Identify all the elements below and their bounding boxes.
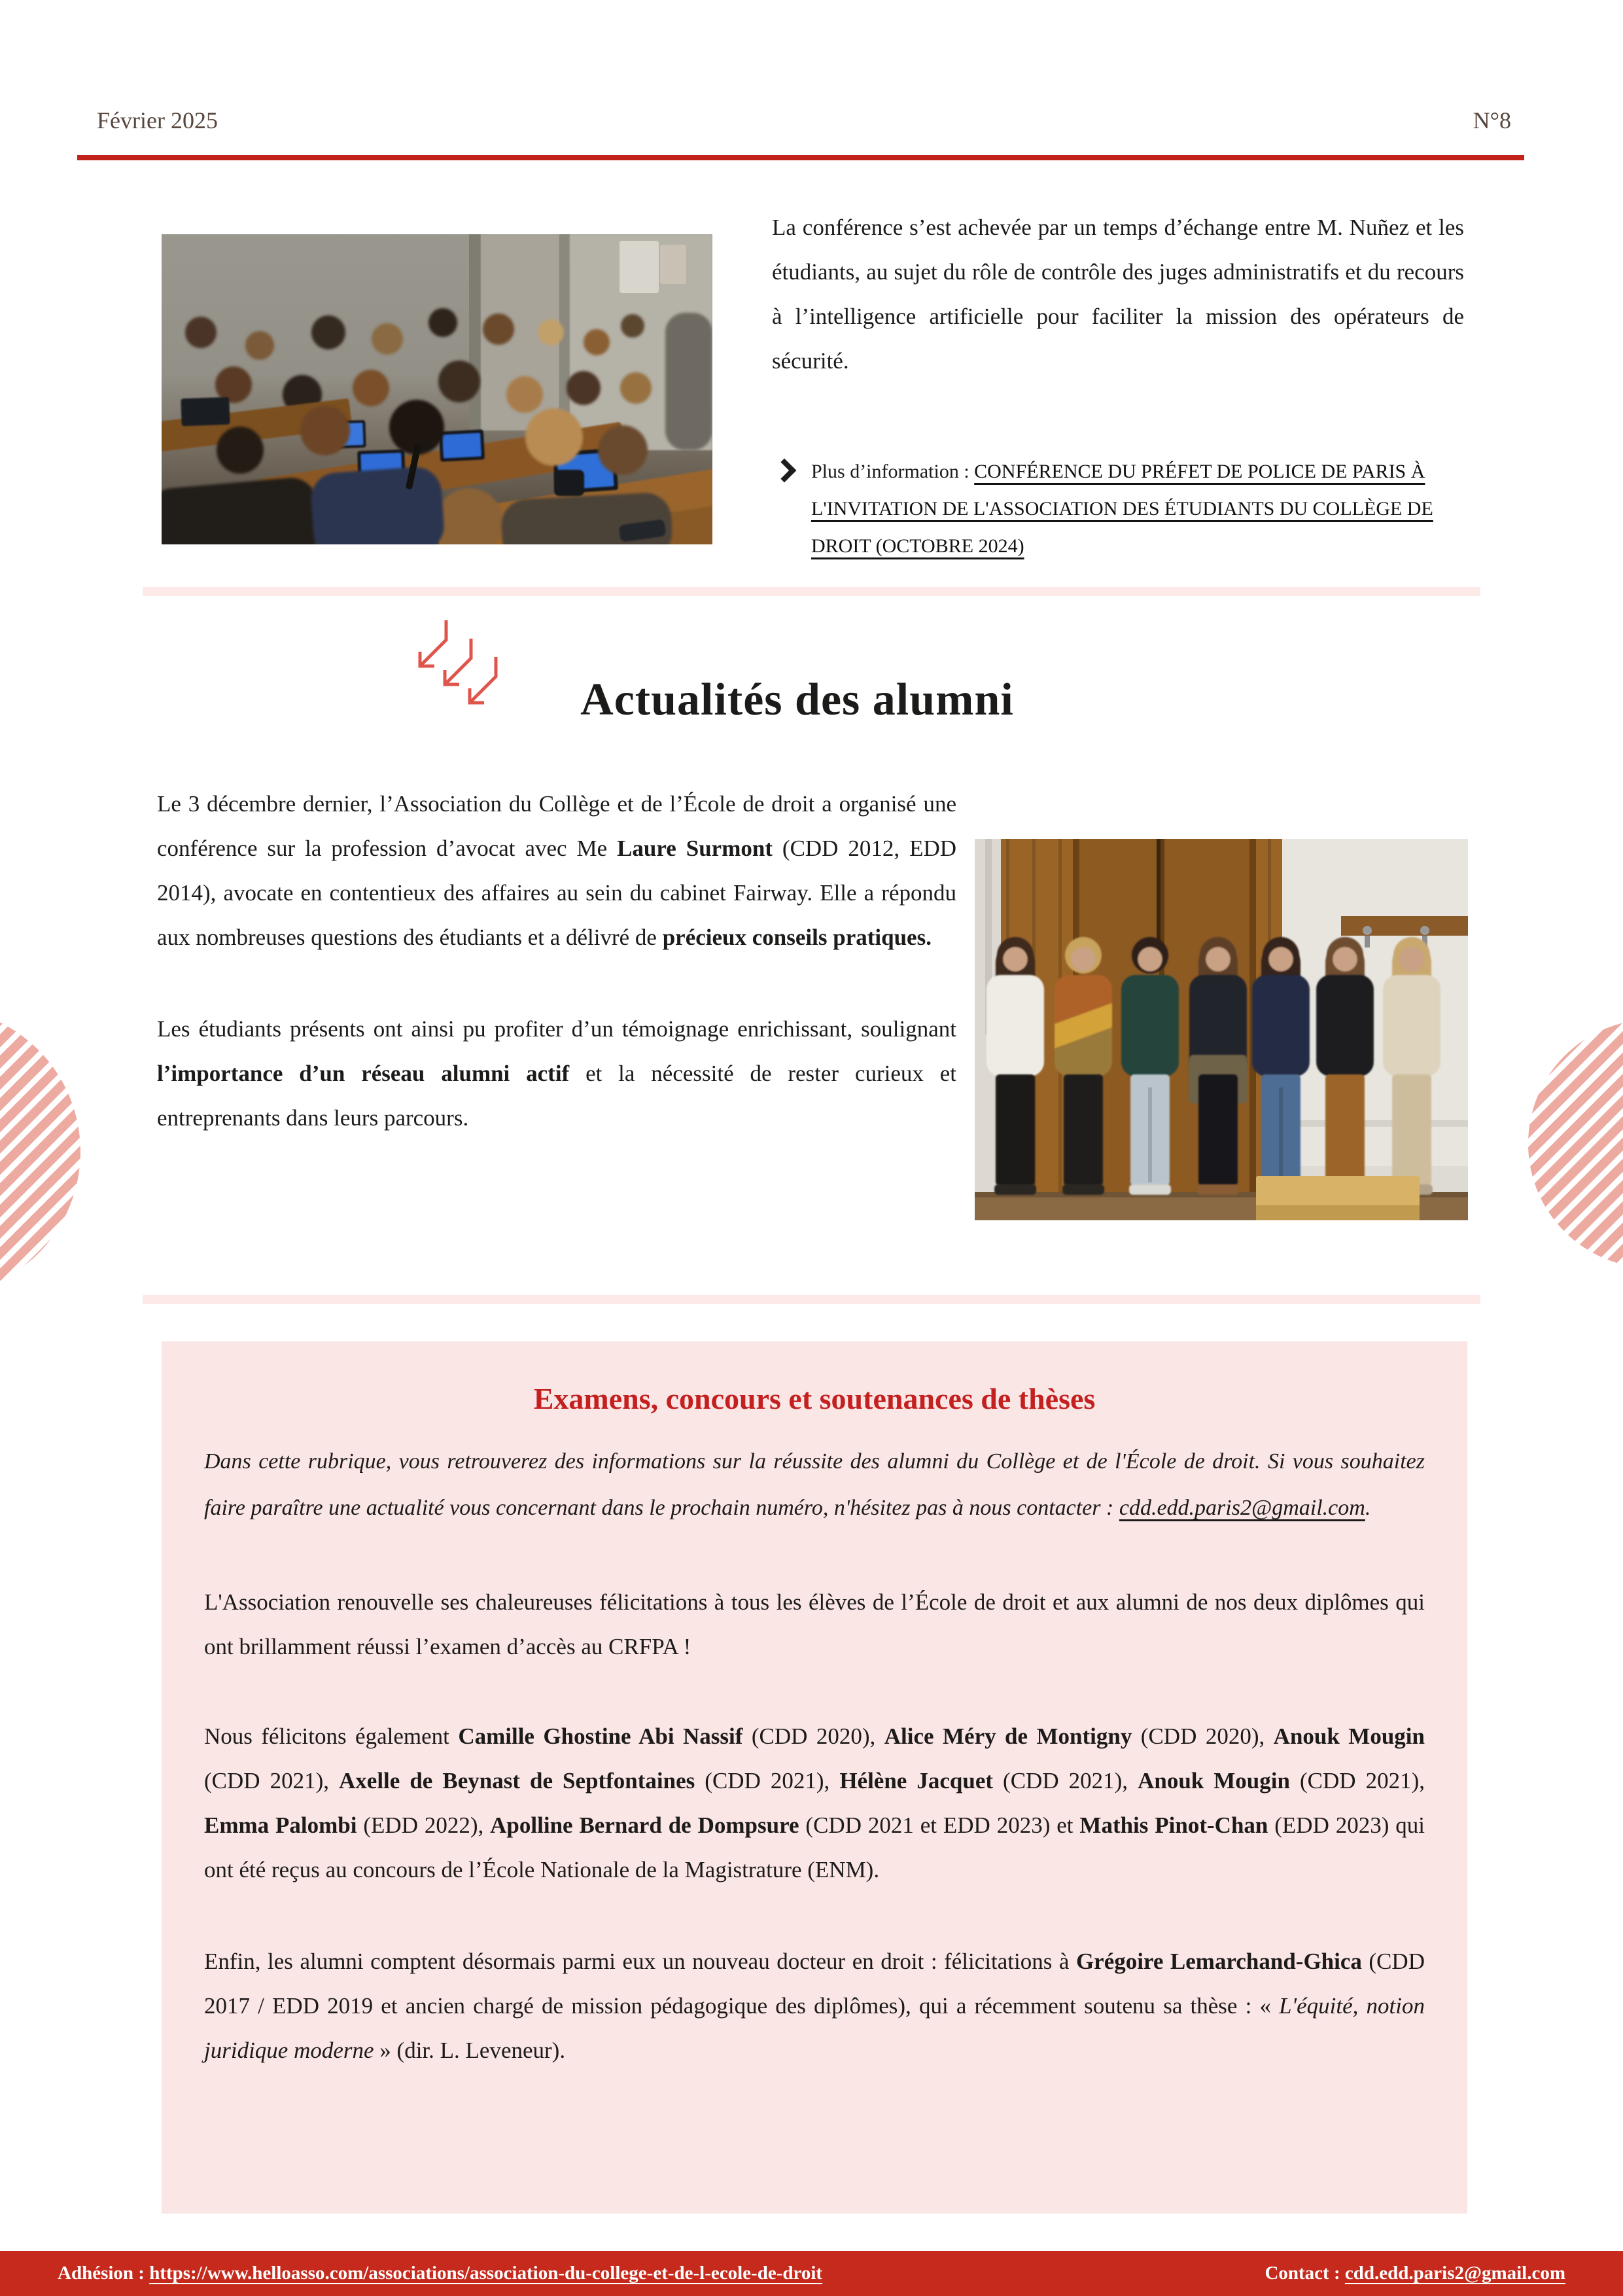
photo-shape — [372, 323, 403, 355]
photo-shape — [181, 397, 230, 427]
photo-shape — [1316, 975, 1374, 1076]
photo-shape — [994, 1184, 1036, 1195]
photo-shape — [435, 488, 503, 544]
photo-shape — [300, 406, 350, 455]
photo-shape — [620, 372, 652, 404]
photo-shape — [309, 465, 446, 544]
photo-shape — [1341, 916, 1468, 936]
photo-shape — [1197, 1184, 1239, 1195]
photo-shape — [1148, 1087, 1152, 1182]
photo-shape — [1071, 947, 1096, 972]
photo-shape — [1325, 1074, 1365, 1186]
photo-shape — [506, 376, 543, 413]
photo-shape — [1363, 926, 1372, 935]
photo-shape — [1268, 947, 1293, 972]
alumni-paragraph-2: Les étudiants présents ont ainsi pu profiter d’un témoignage enrichissant, soulignant l’importance d’un réseau alumni actif et la nécessité de rester curieux et entreprenants dans leurs parcours. — [157, 1016, 957, 1131]
footer-adhesion — [58, 2263, 822, 2284]
photo-shape — [986, 975, 1044, 1076]
footer-contact — [1265, 2263, 1565, 2284]
more-info-text — [811, 453, 1456, 565]
more-info-item — [776, 453, 1476, 565]
photo-shape — [1129, 1184, 1171, 1195]
photo-shape — [584, 329, 610, 355]
photo-shape — [217, 427, 264, 474]
photo-shape — [245, 331, 274, 360]
header-date: Février 2025 — [97, 107, 218, 133]
photo-shape — [1333, 947, 1357, 972]
photo-shape — [620, 241, 659, 293]
exams-section-title: Examens, concours et soutenances de thèses — [533, 1382, 1096, 1415]
footer-contact-label: Contact : — [1265, 2263, 1345, 2284]
exams-intro-text: Dans cette rubrique, vous retrouverez des informations sur la réussite des alumni du Collège et de l'École de droit. Si vous souhaitez faire paraître une actualité vous concernant dans le prochain numéro, n'hésitez pas à nous contacter : — [204, 1449, 1425, 1520]
footer-bar — [0, 2251, 1623, 2296]
photo-shape — [311, 315, 345, 349]
photo-shape — [162, 476, 322, 544]
photo-shape — [442, 433, 481, 459]
striped-circle-left — [0, 1008, 80, 1296]
photo-shape — [469, 234, 481, 437]
alumni-paragraph-1: Le 3 décembre dernier, l’Association du Collège et de l’École de droit a organisé une conférence sur la profession d’avocat avec Me Laure Surmont (CDD 2012, EDD 2014), avocate en contentieux des affaires au sein du cabinet Fairway. Elle a répondu aux nombreuses questions des étudiants et a délivré de précieux conseils pratiques. — [157, 791, 956, 950]
photo-shape — [1383, 975, 1440, 1076]
exams-section-box — [162, 1341, 1467, 2214]
footer-contact-email-link[interactable]: cdd.edd.paris2@gmail.com — [1344, 2263, 1565, 2284]
photo-shape — [1420, 926, 1429, 935]
chevron-right-icon — [773, 459, 797, 483]
striped-circle-right — [1528, 1019, 1623, 1268]
photo-shape — [1121, 975, 1179, 1076]
photo-shape — [1198, 1074, 1238, 1186]
photo-shape — [353, 370, 389, 406]
conference-report-link[interactable]: CONFÉRENCE DU PRÉFET DE POLICE DE PARIS À L'INVITATION DE L'ASSOCIATION DES ÉTUDIANTS DU COLLÈGE DE DROIT (OCTOBRE 2024) — [811, 461, 1433, 557]
more-info-label: Plus d’information : — [811, 461, 975, 482]
photo-shape — [567, 371, 601, 405]
photo-shape — [538, 319, 564, 345]
photo-shape — [428, 308, 457, 337]
membership-link[interactable]: https://www.helloasso.com/associations/association-du-college-et-de-l-ecole-de-droit — [149, 2263, 823, 2284]
contact-email-link[interactable]: cdd.edd.paris2@gmail.com — [1119, 1496, 1365, 1520]
photo-shape — [1003, 947, 1028, 972]
photo-shape — [1256, 1205, 1420, 1220]
photo-shape — [598, 425, 648, 475]
photo-shape — [554, 470, 584, 496]
photo-shape — [1138, 947, 1162, 972]
header-issue-number: N°8 — [1473, 107, 1511, 133]
photo-shape — [483, 313, 514, 345]
photo-shape — [185, 317, 217, 348]
photo-shape — [1279, 1087, 1283, 1182]
photo-shape — [1206, 947, 1230, 972]
photo-shape — [996, 1074, 1035, 1186]
photo-shape — [1365, 936, 1370, 947]
exams-paragraph-crfpa: L'Association renouvelle ses chaleureuses félicitations à tous les élèves de l’École de droit et aux alumni de nos deux diplômes qui ont brillamment réussi l’examen d’accès au CRFPA ! — [204, 1589, 1425, 1659]
exams-paragraph-enm: Nous félicitons également Camille Ghostine Abi Nassif (CDD 2020), Alice Méry de Montigny (CDD 2020), Anouk Mougin (CDD 2021), Axelle de Beynast de Septfontaines (CDD 2021), Hélène Jacquet (CDD 2021), Anouk Mougin (CDD 2021), Emma Palombi (EDD 2022), Apolline Bernard de Dompsure (CDD 2021 et EDD 2023) et Mathis Pinot-Chan (EDD 2023) qui ont été reçus au concours de l’École Nationale de la Magistrature (ENM). — [204, 1723, 1425, 1882]
exams-intro-period: . — [1365, 1496, 1371, 1520]
section-divider-band-2 — [143, 1295, 1480, 1304]
exams-intro-paragraph — [204, 1438, 1425, 1531]
alumni-section-title: Actualités des alumni — [580, 675, 1014, 725]
conference-paragraph: La conférence s’est achevée par un temps d’échange entre M. Nuñez et les étudiants, au sujet du rôle de contrôle des juges administratifs et du recours à l’intelligence artificielle pour faciliter la mission des opérateurs de sécurité. — [772, 215, 1464, 374]
header-divider-rule — [77, 155, 1524, 160]
photo-shape — [665, 313, 712, 450]
photo-shape — [1392, 1074, 1431, 1186]
alumni-group-photo — [975, 839, 1468, 1220]
footer-adhesion-label: Adhésion : — [58, 2263, 150, 2284]
photo-shape — [1064, 1074, 1103, 1186]
photo-shape — [621, 314, 644, 338]
conference-classroom-photo — [162, 234, 712, 544]
alumni-text-column — [157, 782, 956, 1140]
photo-shape — [1055, 975, 1112, 1076]
exams-paragraph-thesis: Enfin, les alumni comptent désormais parmi eux un nouveau docteur en droit : félicitations à Grégoire Lemarchand-Ghica (CDD 2017 / EDD 2019 et ancien chargé de mission pédagogique des diplômes), qui a récemment soutenu sa thèse : « L'équité, notion juridique moderne » (dir. L. Leveneur). — [204, 1949, 1425, 2063]
photo-shape — [1399, 947, 1424, 972]
photo-shape — [1282, 1120, 1468, 1127]
photo-shape — [525, 408, 583, 466]
section-divider-band-1 — [143, 587, 1480, 596]
photo-shape — [1062, 1184, 1104, 1195]
photo-shape — [1252, 975, 1310, 1076]
photo-shape — [438, 361, 480, 402]
photo-shape — [660, 245, 686, 284]
